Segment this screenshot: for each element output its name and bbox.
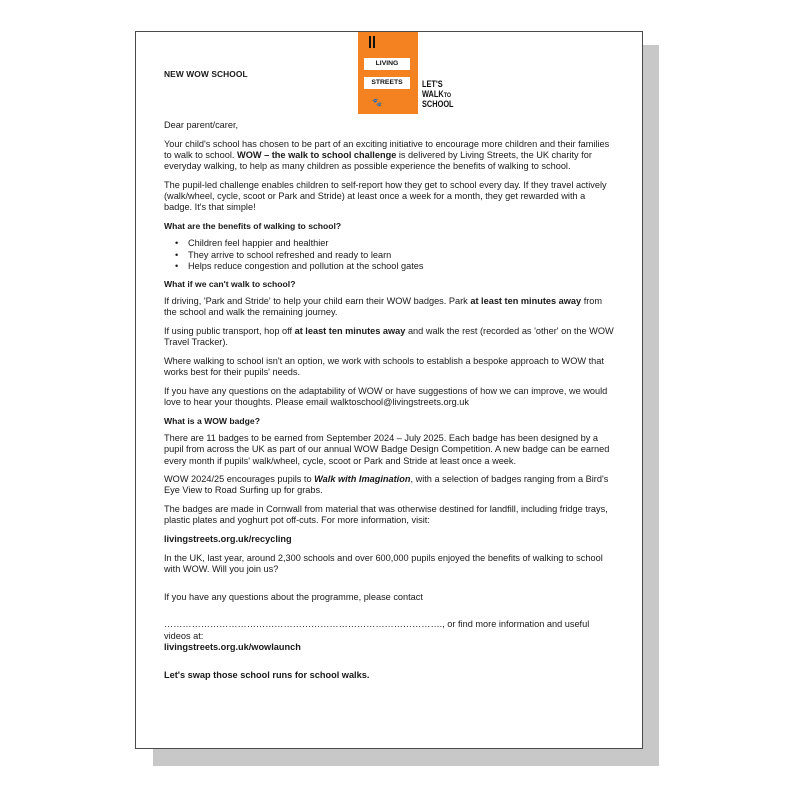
materials-paragraph: The badges are made in Cornwall from material that was otherwise destined for landfill, including fridge trays, plastic plates and yoghurt pot off-cuts. For more information, visit:: [164, 504, 608, 526]
document-page: [135, 31, 643, 749]
driving-paragraph: If driving, 'Park and Stride' to help your child earn their WOW badges. Park at least ten minutes away from the school and walk the remaining journey.: [164, 296, 603, 318]
spacer: [164, 661, 614, 670]
logo-line-1: LIVING: [364, 58, 410, 70]
uk-stats-paragraph: In the UK, last year, around 2,300 schools and over 600,000 pupils enjoyed the benefits of walking to school with WOW. Will you join us?: [164, 552, 603, 574]
badge-heading: What is a WOW badge?: [164, 415, 260, 426]
dog-figure-icon: 🐾: [372, 98, 382, 107]
transport-paragraph: If using public transport, hop off at least ten minutes away and walk the rest (recorded as 'other' on the WOW Travel Tracker).: [164, 325, 614, 348]
contact-line: ………………………………………………………………………………., or find more information and useful videos at:: [164, 619, 590, 641]
imagination-paragraph: WOW 2024/25 encourages pupils to Walk with Imagination, with a selection of badges ranging from a Bird's Eye View to Road Surfing up for grabs.: [164, 474, 609, 496]
spacer: [164, 610, 614, 619]
contact-dots: ……………………………………………………………………………….: [164, 619, 443, 630]
letter-body: [164, 120, 614, 688]
contact-prompt: If you have any questions about the programme, please contact: [164, 591, 423, 602]
badges-info-paragraph: There are 11 badges to be earned from September 2024 – July 2025. Each badge has been designed by a pupil from across the UK as part of our annual WOW Badge Design Competition. A new badge can be earned every month if pupils' walk/wheel, cycle, scoot or Park and Stride at least once a week.: [164, 433, 610, 466]
recycling-link[interactable]: livingstreets.org.uk/recycling: [164, 534, 292, 545]
bespoke-paragraph: Where walking to school isn't an option, we work with schools to establish a bespoke approach to WOW that works best for their pupils' needs.: [164, 355, 604, 378]
challenge-paragraph: The pupil-led challenge enables children to self-report how they get to school every day. If they travel actively (walk/wheel, cycle, scoot or Park and Stride) at least once a week for a month, they get rewarded with a badge. It's that simple!: [164, 179, 607, 213]
list-item: • Helps reduce congestion and pollution at the school gates: [164, 261, 614, 272]
closing-line: Let's swap those school runs for school walks.: [164, 669, 370, 680]
benefits-list: [164, 238, 614, 272]
tagline-lets: LET'S: [422, 79, 443, 89]
list-item: • They arrive to school refreshed and ready to learn: [164, 250, 614, 261]
walking-figure-icon: [369, 36, 375, 48]
tagline-walk-to: WALKTO: [422, 88, 452, 99]
spacer: [164, 583, 614, 592]
living-streets-logo: [358, 32, 418, 114]
tagline-school: SCHOOL: [422, 99, 454, 110]
list-item: • Children feel happier and healthier: [164, 238, 614, 249]
logo-line-2: STREETS: [364, 77, 410, 89]
cant-walk-heading: What if we can't walk to school?: [164, 278, 296, 289]
document-label: NEW WOW SCHOOL: [164, 69, 248, 79]
salutation: Dear parent/carer,: [164, 120, 239, 130]
questions-paragraph: If you have any questions on the adaptability of WOW or have suggestions of how we can improve, we would love to hear your thoughts. Please email walktoschool@livingstreets.org.uk: [164, 385, 608, 407]
intro-paragraph: Your child's school has chosen to be part of an exciting initiative to encourage more children and their families to walk to school. WOW – the walk to school challenge is delivered by Living Streets, the UK charity for everyday walking, to help as many children as possible experience the benefits of walking to school.: [164, 138, 610, 172]
benefits-heading: What are the benefits of walking to school?: [164, 220, 342, 231]
logo-tagline: [422, 80, 463, 110]
launch-link[interactable]: livingstreets.org.uk/wowlaunch: [164, 641, 301, 652]
